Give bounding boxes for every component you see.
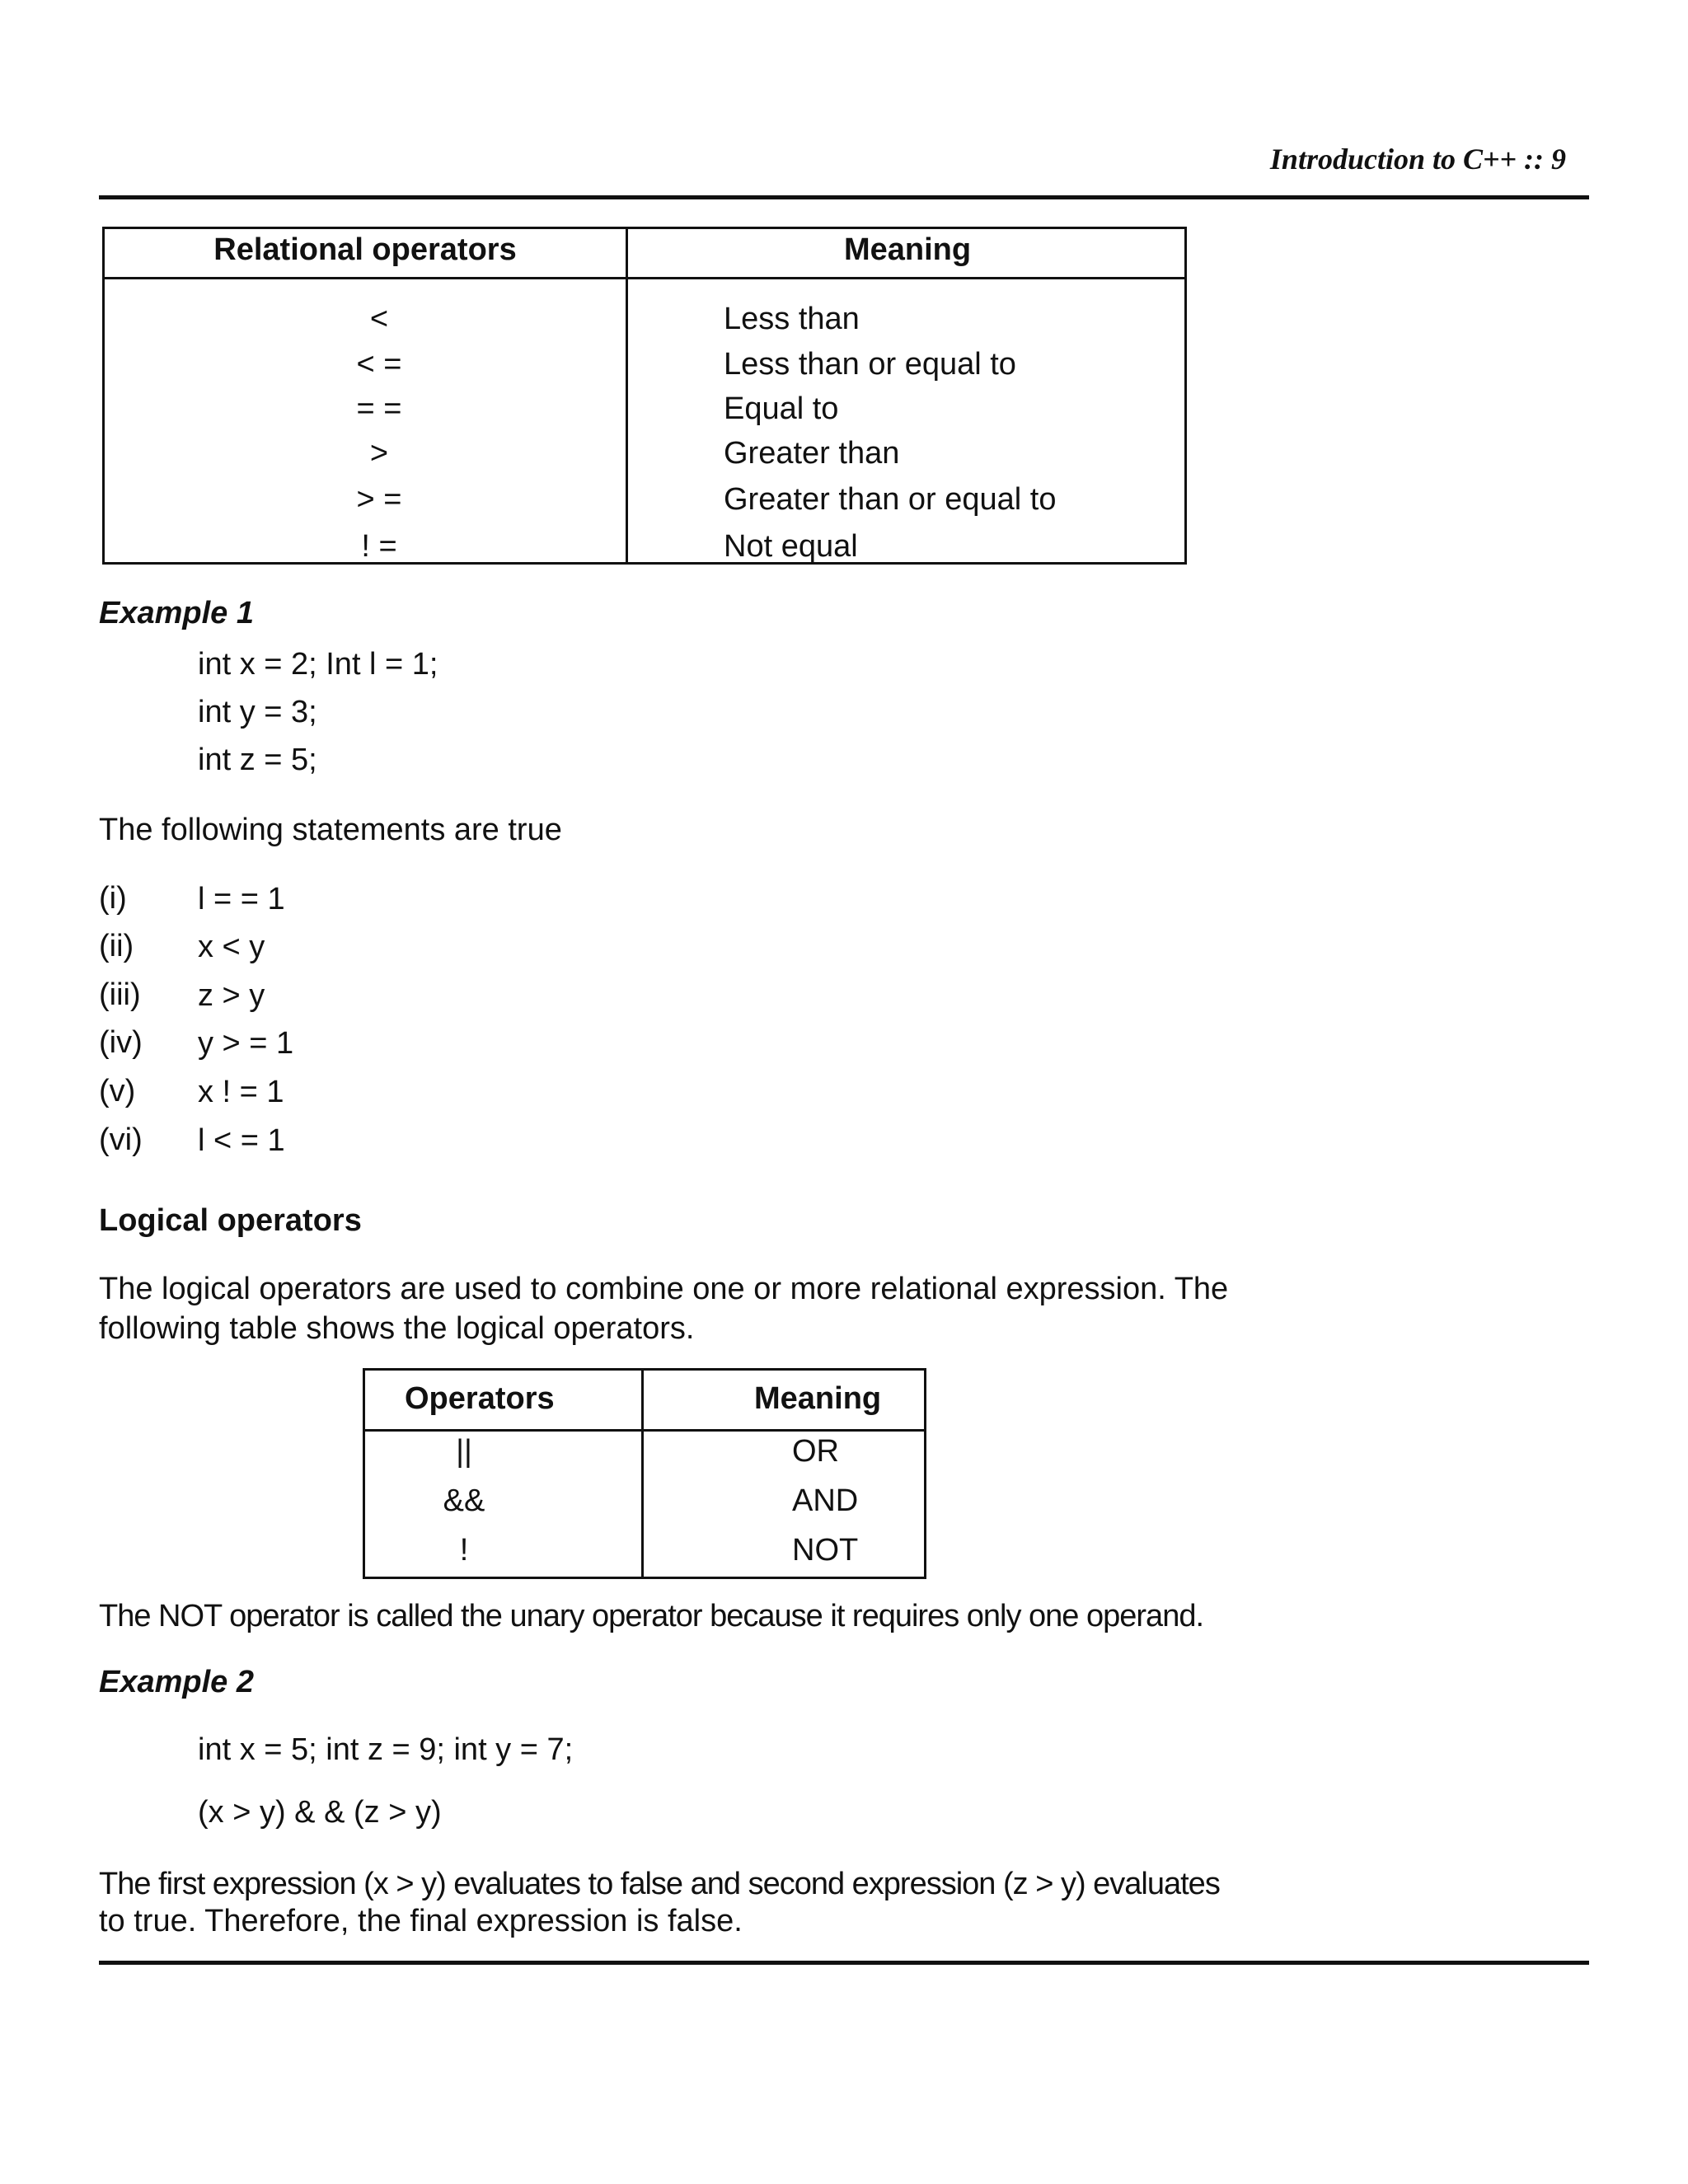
statement-expression: x < y xyxy=(198,930,265,964)
table-cell-operator: ! = xyxy=(361,529,397,564)
table-cell-meaning: AND xyxy=(792,1483,859,1518)
table-cell-meaning: Less than xyxy=(724,302,860,336)
table-cell-meaning: Not equal xyxy=(724,529,858,564)
table-cell-meaning: NOT xyxy=(792,1533,859,1568)
table-column-divider xyxy=(641,1371,644,1577)
table-header-divider xyxy=(365,1429,924,1432)
top-rule xyxy=(99,195,1589,199)
table-cell-operator: || xyxy=(456,1434,472,1469)
logical-operators-heading: Logical operators xyxy=(99,1203,362,1238)
table-cell-meaning: Greater than or equal to xyxy=(724,482,1057,517)
logical-operators-table xyxy=(363,1368,926,1579)
statement-number: (iii) xyxy=(99,977,141,1012)
example-2-heading: Example 2 xyxy=(99,1665,254,1699)
example-1-heading: Example 1 xyxy=(99,596,254,630)
table-header-meaning: Meaning xyxy=(843,232,972,267)
statement-number: (ii) xyxy=(99,929,134,963)
table-cell-meaning: Less than or equal to xyxy=(724,347,1016,382)
statements-intro: The following statements are true xyxy=(99,813,562,847)
table-cell-operator: ! xyxy=(459,1533,469,1568)
table-header-divider xyxy=(105,277,1184,279)
statement-expression: l < = 1 xyxy=(198,1123,285,1158)
table-cell-operator: < = xyxy=(356,347,402,382)
code-line: int y = 3; xyxy=(198,695,317,729)
statement-expression: l = = 1 xyxy=(198,882,285,916)
statement-number: (v) xyxy=(99,1074,136,1108)
running-header: Introduction to C++ :: 9 xyxy=(1269,143,1566,176)
bottom-rule xyxy=(99,1961,1589,1965)
table-cell-operator: = = xyxy=(356,391,402,426)
statement-expression: y > = 1 xyxy=(198,1026,294,1061)
code-line: int x = 5; int z = 9; int y = 7; xyxy=(198,1732,574,1767)
table-cell-meaning: Greater than xyxy=(724,436,900,471)
relational-operators-table xyxy=(102,227,1187,565)
code-line: int z = 5; xyxy=(198,743,317,777)
table-header-operators: Operators xyxy=(405,1381,555,1416)
table-cell-meaning: Equal to xyxy=(724,391,839,426)
table-cell-meaning: OR xyxy=(792,1434,839,1469)
statement-expression: z > y xyxy=(198,978,265,1013)
explanation-line: to true. Therefore, the final expression is false. xyxy=(99,1904,743,1938)
code-line: int x = 2; Int l = 1; xyxy=(198,647,438,682)
statement-expression: x ! = 1 xyxy=(198,1075,284,1109)
table-header-meaning: Meaning xyxy=(754,1381,882,1416)
table-cell-operator: > = xyxy=(356,482,402,517)
explanation-line: The first expression (x > y) evaluates to false and second expression (z > y) evaluates xyxy=(99,1867,1220,1901)
statement-number: (i) xyxy=(99,881,127,916)
statement-number: (iv) xyxy=(99,1025,143,1060)
statement-number: (vi) xyxy=(99,1122,143,1157)
table-cell-operator: < xyxy=(369,302,389,336)
not-operator-note: The NOT operator is called the unary operator because it requires only one operand. xyxy=(99,1599,1204,1633)
code-line: (x > y) & & (z > y) xyxy=(198,1795,442,1830)
table-cell-operator: > xyxy=(369,436,389,471)
table-cell-operator: && xyxy=(443,1483,485,1518)
logical-intro-line: following table shows the logical operators. xyxy=(99,1311,695,1346)
logical-intro-line: The logical operators are used to combine one or more relational expression. The xyxy=(99,1272,1229,1306)
table-header-operators: Relational operators xyxy=(213,232,517,267)
